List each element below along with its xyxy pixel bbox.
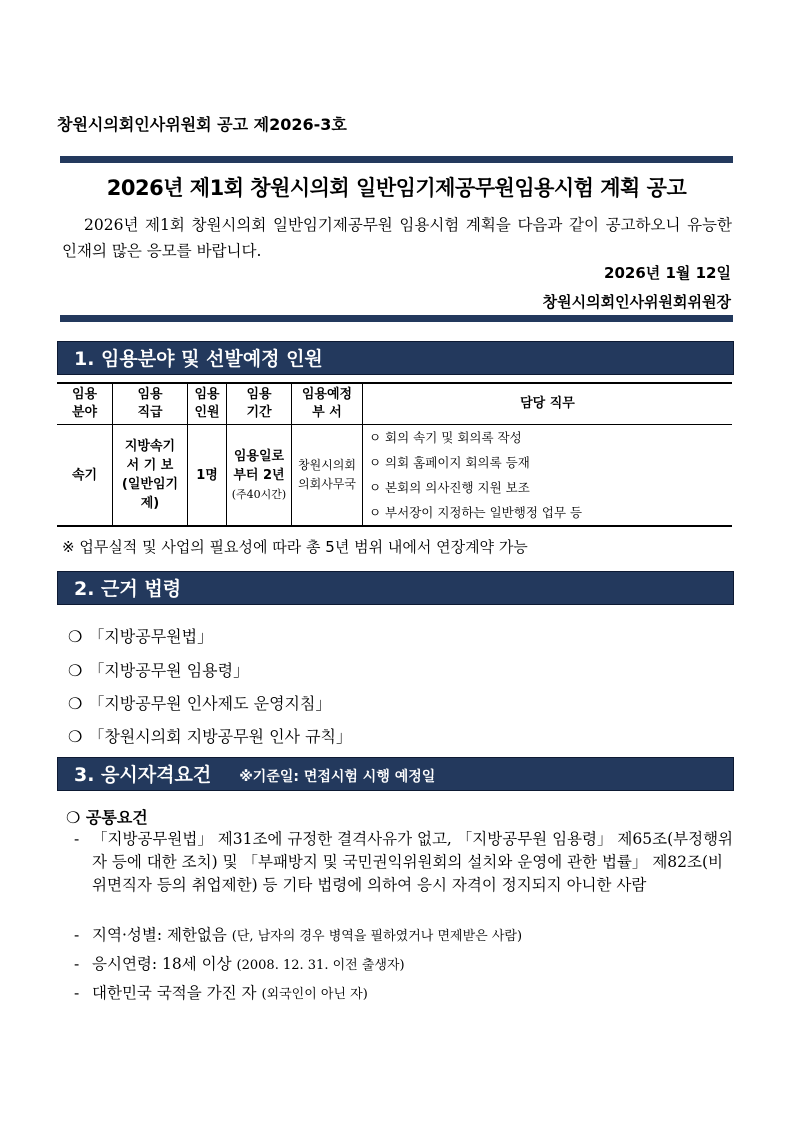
duty-item: ㅇ 회의 속기 및 회의록 작성 [369,430,522,445]
law-item: ❍ 「창원시의회 지방공무원 인사 규칙」 [68,727,352,746]
duty-item: ㅇ 의회 홈페이지 회의록 등재 [369,455,530,470]
table-header-row [57,383,732,425]
header-dept: 임용예정 부 서 [292,383,363,425]
common-requirements-heading: ❍ 공통요건 [66,808,148,827]
cell-period: 임용일로 부터 2년 (주40시간) [227,425,292,527]
duty-item: ㅇ 부서장이 지정하는 일반행정 업무 등 [369,505,583,520]
header-field: 임용 분야 [57,383,113,425]
circle-bullet-icon: ❍ [68,627,83,646]
chairman-signature: 창원시의회인사위원회위원장 [542,293,731,311]
title-bottom-rule [60,315,733,322]
circle-bullet-icon: ❍ [68,661,83,680]
section-title: 2. 근거 법령 [74,578,182,600]
document-title: 2026년 제1회 창원시의회 일반임기제공무원임용시험 계획 공고 [106,176,687,200]
circle-bullet-icon: ❍ [68,727,83,746]
requirement-item: - 응시연령: 18세 이상 (2008. 12. 31. 이전 출생자) [74,955,405,973]
section-title: 3. 응시자격요건 [74,764,212,786]
header-count: 임용 인원 [188,383,227,425]
section-heading-1 [57,341,734,375]
law-item: ❍ 「지방공무원법」 [68,627,214,646]
notice-number: 창원시의회인사위원회 공고 제2026-3호 [57,115,347,134]
notice-date: 2026년 1월 12일 [604,264,731,282]
requirement-item: - 대한민국 국적을 가진 자 (외국인이 아닌 자) [74,984,368,1002]
cell-dept: 창원시의회 의회사무국 [292,425,363,527]
section-title: 1. 임용분야 및 선발예정 인원 [74,348,323,370]
cell-grade: 지방속기 서 기 보 (일반임기제) [113,425,188,527]
header-grade: 임용 직급 [113,383,188,425]
duty-item: ㅇ 본회의 의사진행 지원 보조 [369,480,530,495]
requirement-item: - 「지방공무원법」 제31조에 규정한 결격사유가 없고, 「지방공무원 임용령」 제65조(부정행위자 등에 대한 조치) 및 「부패방지 및 국민권익위원회의 설치와 운영에 관한 법률」 제82조(비위면직자 등의 취업제한) 등 기타 법령에 의하여 응시 자격이 정지되지 아니한 사람 [74,830,734,894]
title-top-rule [60,156,733,163]
law-item: ❍ 「지방공무원 임용령」 [68,661,250,680]
section-heading-2 [57,571,734,605]
cell-duties [363,425,733,527]
law-item: ❍ 「지방공무원 인사제도 운영지침」 [68,694,332,713]
table-note: ※ 업무실적 및 사업의 필요성에 따라 총 5년 범위 내에서 연장계약 가능 [62,538,528,556]
cell-count: 1명 [188,425,227,527]
requirement-item: - 지역·성별: 제한없음 (단, 남자의 경우 병역을 필하였거나 면제받은 사람) [74,926,523,944]
circle-bullet-icon: ❍ [68,694,83,713]
section-note: ※기준일: 면접시험 시행 예정일 [239,769,436,785]
table-row [57,425,732,527]
intro-paragraph: 2026년 제1회 창원시의회 일반임기제공무원 임용시험 계획을 다음과 같이 공고하오니 유능한 인재의 많은 응모를 바랍니다. [62,216,732,260]
cell-field: 속기 [57,425,113,527]
header-duty: 담당 직무 [363,383,733,425]
appointment-table [57,382,732,527]
section-heading-3 [57,757,734,791]
header-period: 임용 기간 [227,383,292,425]
